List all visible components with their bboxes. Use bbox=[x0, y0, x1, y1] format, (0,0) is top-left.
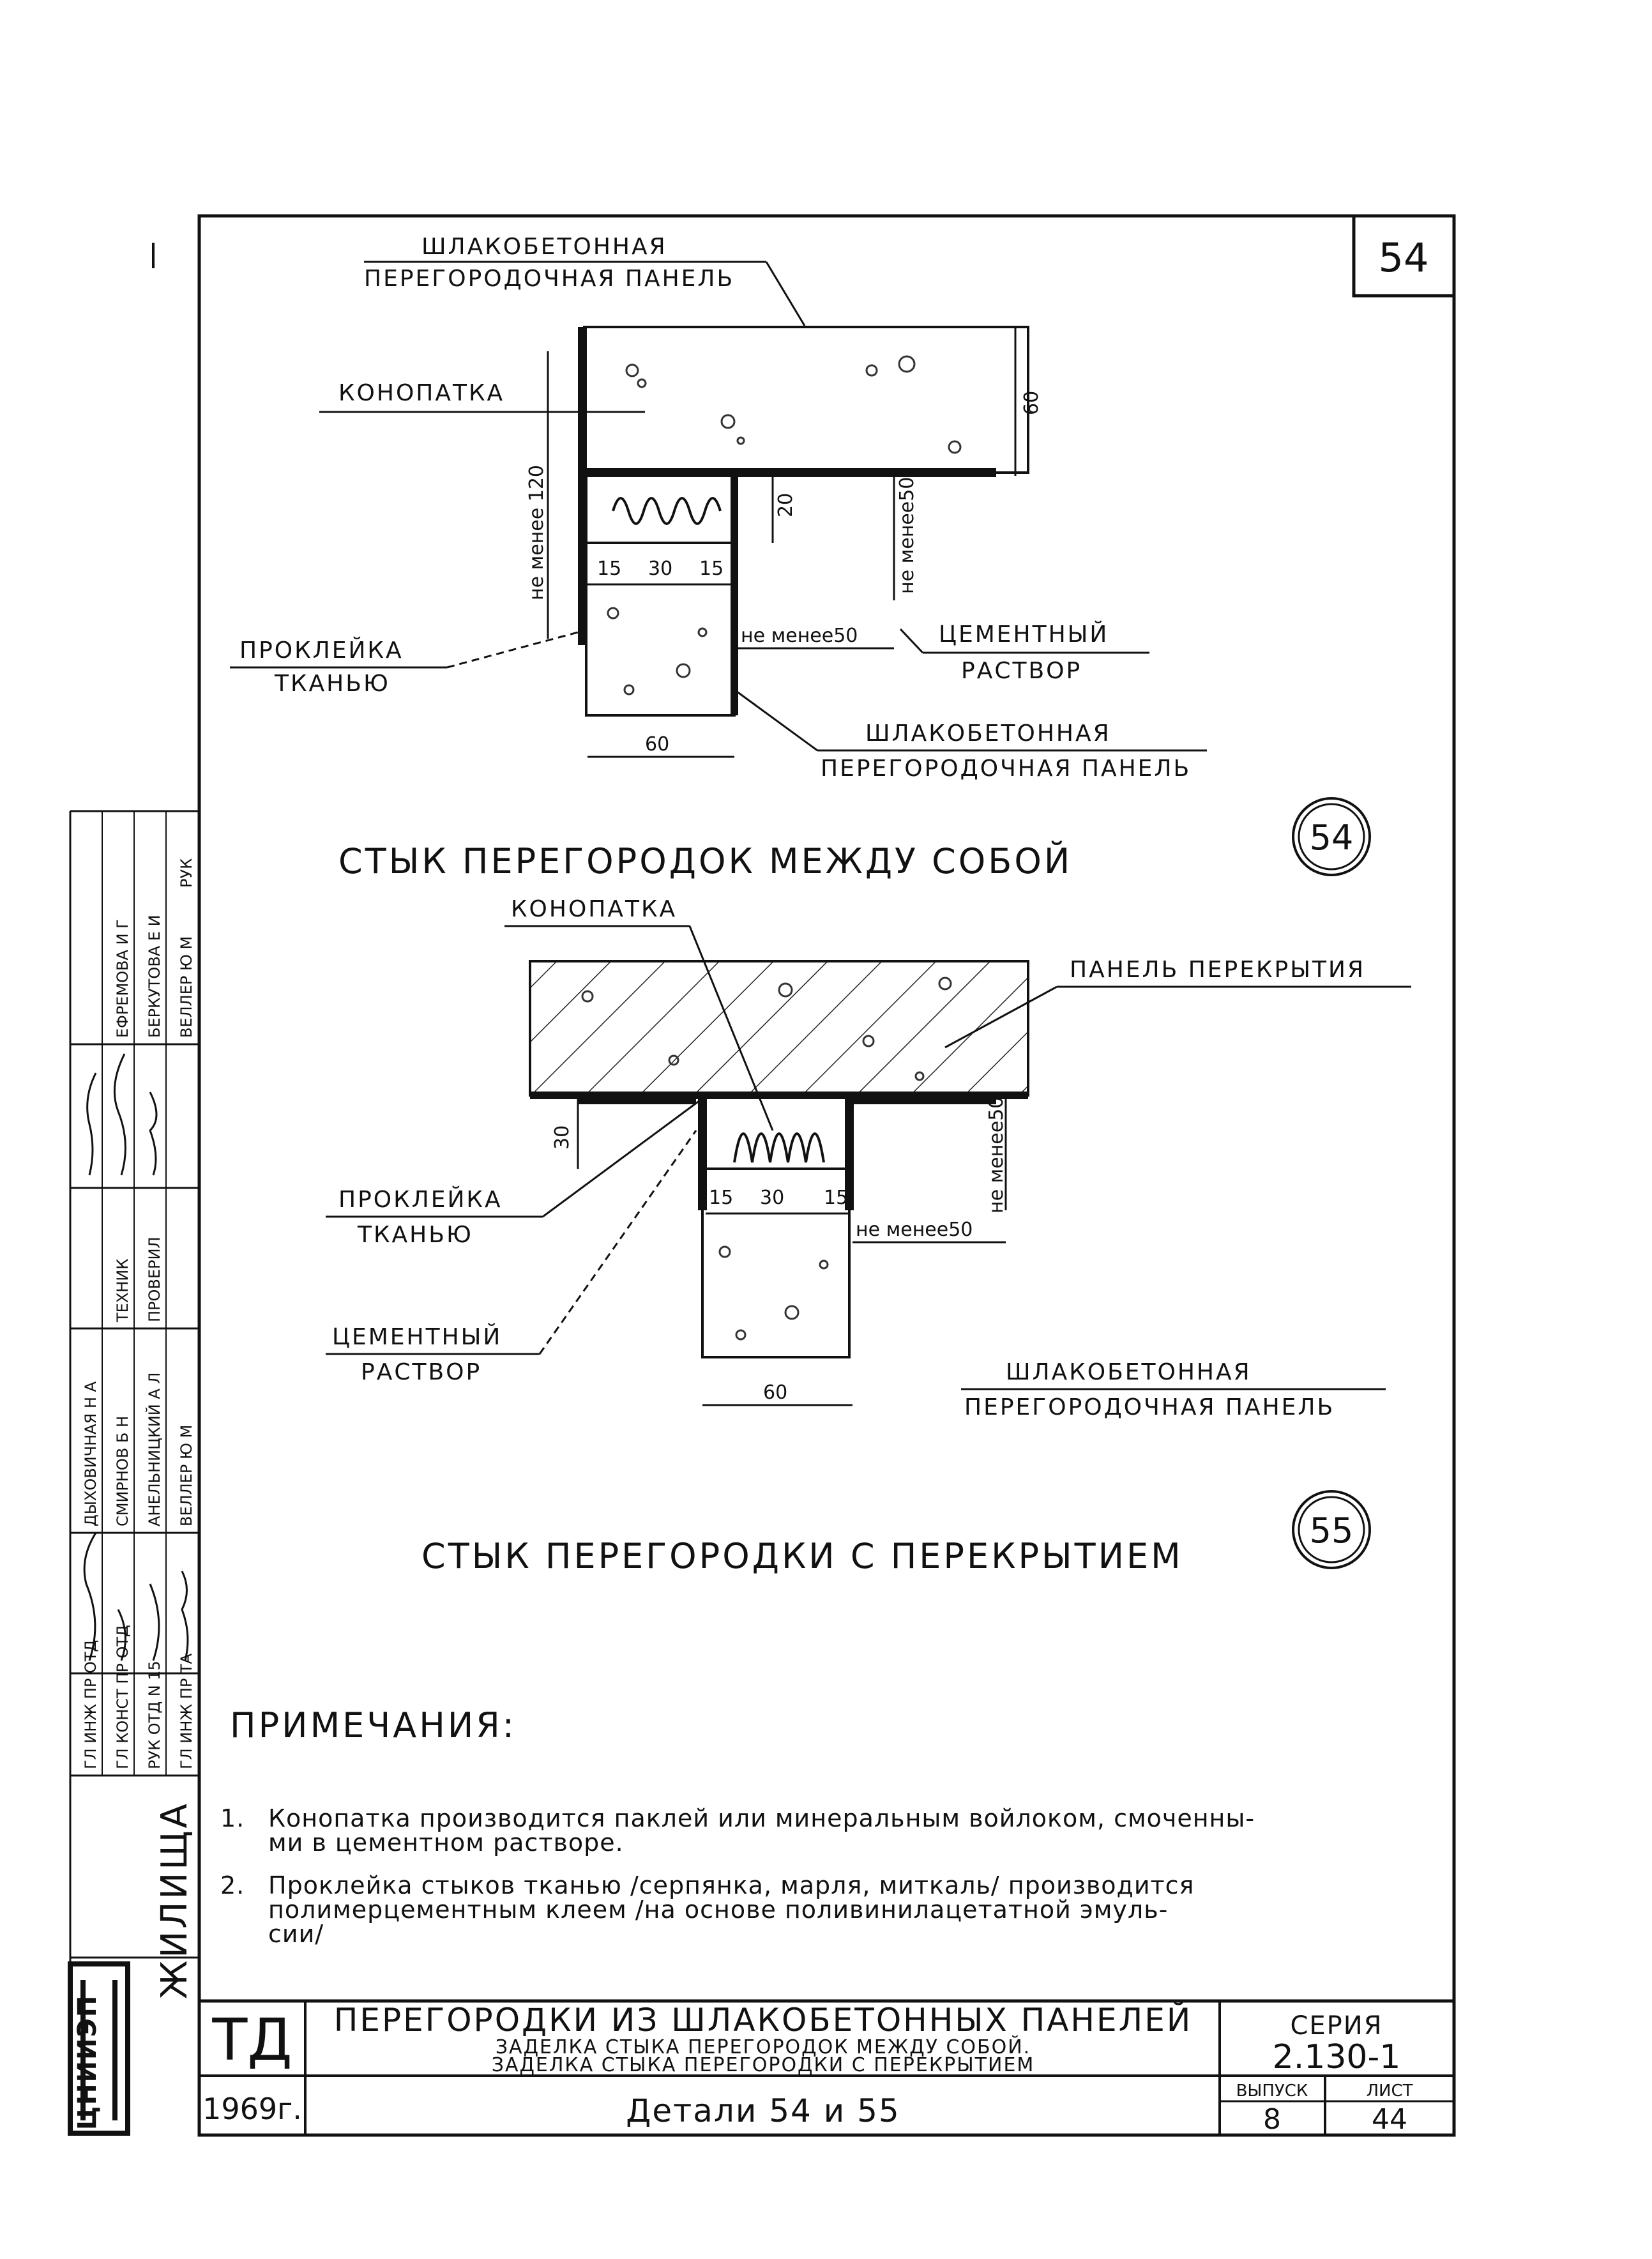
dim-60-55: 60 bbox=[763, 1381, 788, 1404]
name2-3: ВЕЛЛЕР Ю М bbox=[178, 936, 195, 1038]
note-2-line1: Проклейка стыков тканью /серпянка, марля, миткаль/ производится bbox=[268, 1871, 1195, 1899]
caption-55: СТЫК ПЕРЕГОРОДКИ С ПЕРЕКРЫТИЕМ bbox=[421, 1536, 1183, 1576]
label-mortar-line2: РАСТВОР bbox=[961, 658, 1082, 684]
notes bbox=[220, 1705, 1255, 1948]
sheet-value: 44 bbox=[1372, 2103, 1407, 2136]
issue-value: 8 bbox=[1263, 2103, 1281, 2136]
dim-15b-55: 15 bbox=[824, 1187, 849, 1209]
side-stamp bbox=[70, 747, 199, 2135]
role-4: ГЛ ИНЖ ПР ТА bbox=[178, 1653, 195, 1769]
title-sub2: ЗАДЕЛКА СТЫКА ПЕРЕГОРОДКИ С ПЕРЕКРЫТИЕМ bbox=[491, 2054, 1035, 2076]
dim-60-bottom: 60 bbox=[645, 733, 670, 756]
signatures bbox=[84, 1054, 188, 1661]
role2-1: ТЕХНИК bbox=[114, 1258, 132, 1322]
label-mortar-55-line1: ЦЕМЕНТНЫЙ bbox=[332, 1324, 503, 1350]
top-panel bbox=[584, 327, 1028, 473]
note-2-line3: сии/ bbox=[268, 1920, 324, 1948]
label-bottom-line2: ПЕРЕГОРОДОЧНАЯ ПАНЕЛЬ bbox=[821, 756, 1192, 782]
label-caulk: КОНОПАТКА bbox=[338, 380, 505, 406]
sheet-label: ЛИСТ bbox=[1366, 2081, 1413, 2101]
caulk-coil-55 bbox=[734, 1134, 824, 1162]
name-3: АНЕЛЬНИЦКИЙ А Л bbox=[146, 1372, 163, 1526]
year: 1969г. bbox=[202, 2092, 302, 2126]
label-fabric-55-line2: ТКАНЬЮ bbox=[358, 1222, 473, 1248]
label-top-line1: ШЛАКОБЕТОННАЯ bbox=[421, 234, 667, 260]
label-mortar-55-line2: РАСТВОР bbox=[361, 1359, 482, 1385]
bottom-panel bbox=[586, 473, 734, 715]
dim-60-right: 60 bbox=[1020, 390, 1043, 415]
org-short: ТД bbox=[212, 2007, 292, 2074]
details-label: Детали 54 и 55 bbox=[626, 2092, 900, 2129]
name-2: СМИРНОВ Б Н bbox=[114, 1415, 132, 1526]
role-1: ГЛ ИНЖ ПР ОТД bbox=[82, 1639, 100, 1769]
sheet-number: 54 bbox=[1378, 234, 1429, 281]
partition-panel bbox=[702, 1095, 849, 1357]
role-3: РУК ОТД N 15 bbox=[146, 1661, 163, 1769]
issue-label: ВЫПУСК bbox=[1236, 2081, 1308, 2101]
label-fabric-line1: ПРОКЛЕЙКА bbox=[239, 637, 404, 664]
caulk-coil bbox=[613, 498, 720, 524]
label-mortar-line1: ЦЕМЕНТНЫЙ bbox=[939, 621, 1109, 648]
detail-55 bbox=[326, 896, 1411, 1576]
label-fabric-line2: ТКАНЬЮ bbox=[275, 671, 390, 697]
label-panel-55-line1: ШЛАКОБЕТОННАЯ bbox=[1006, 1359, 1252, 1385]
title-main: ПЕРЕГОРОДКИ ИЗ ШЛАКОБЕТОННЫХ ПАНЕЛЕЙ bbox=[333, 2002, 1193, 2039]
title-block bbox=[199, 2001, 1454, 2136]
name-1: ДЫХОВИЧНАЯ Н А bbox=[82, 1381, 100, 1526]
note-2-num: 2. bbox=[220, 1871, 245, 1899]
series-label: СЕРИЯ bbox=[1290, 2011, 1383, 2041]
note-2-line2: полимерцементным клеем /на основе поливинилацетатной эмуль- bbox=[268, 1896, 1169, 1924]
label-fabric-55-line1: ПРОКЛЕЙКА bbox=[338, 1187, 503, 1213]
role2-2: ПРОВЕРИЛ bbox=[146, 1236, 163, 1322]
series-value: 2.130-1 bbox=[1272, 2038, 1401, 2076]
role-2: ГЛ КОНСТ ПР ОТД bbox=[114, 1625, 132, 1769]
dim-15a: 15 bbox=[597, 558, 622, 580]
detail-54 bbox=[230, 234, 1370, 881]
badge-55-text: 55 bbox=[1309, 1510, 1354, 1551]
note-1-num: 1. bbox=[220, 1804, 245, 1832]
label-bottom-line1: ШЛАКОБЕТОННАЯ bbox=[865, 720, 1111, 747]
slab-panel bbox=[530, 961, 1028, 1095]
name-4: ВЕЛЛЕР Ю М bbox=[178, 1424, 195, 1526]
label-slab: ПАНЕЛЬ ПЕРЕКРЫТИЯ bbox=[1070, 957, 1365, 983]
note-1-line2: ми в цементном растворе. bbox=[268, 1829, 624, 1857]
dim-min50-h-55: не менее50 bbox=[856, 1219, 973, 1241]
dim-20: 20 bbox=[775, 492, 797, 517]
notes-heading: ПРИМЕЧАНИЯ: bbox=[230, 1705, 517, 1746]
dim-30-55: 30 bbox=[760, 1187, 785, 1209]
dim-15b: 15 bbox=[699, 558, 724, 580]
badge-54-text: 54 bbox=[1309, 818, 1354, 858]
dim-min50-v: не менее50 bbox=[896, 476, 918, 594]
caption-54: СТЫК ПЕРЕГОРОДОК МЕЖДУ СОБОЙ bbox=[338, 841, 1073, 881]
dim-min120: не менее 120 bbox=[526, 464, 548, 600]
role3-1: РУК bbox=[178, 858, 195, 888]
institute-logo: ЦНИИЭП bbox=[73, 1994, 102, 2130]
label-caulk-55: КОНОПАТКА bbox=[511, 896, 678, 922]
dim-15a-55: 15 bbox=[709, 1187, 734, 1209]
note-1-line1: Конопатка производится паклей или минеральным войлоком, смоченны- bbox=[268, 1804, 1255, 1832]
dim-30-v: 30 bbox=[551, 1125, 573, 1150]
institute-name: ЖИЛИЩА bbox=[154, 1801, 195, 1999]
name2-1: ЕФРЕМОВА И Г bbox=[114, 919, 132, 1038]
dim-min50-v-55: не менее50 bbox=[985, 1096, 1008, 1213]
name2-2: БЕРКУТОВА Е И bbox=[146, 915, 163, 1038]
label-top-line2: ПЕРЕГОРОДОЧНАЯ ПАНЕЛЬ bbox=[364, 266, 735, 292]
dim-30: 30 bbox=[648, 558, 673, 580]
title-sub1: ЗАДЕЛКА СТЫКА ПЕРЕГОРОДОК МЕЖДУ СОБОЙ. bbox=[495, 2036, 1031, 2058]
label-panel-55-line2: ПЕРЕГОРОДОЧНАЯ ПАНЕЛЬ bbox=[964, 1394, 1335, 1420]
dim-min50-h: не менее50 bbox=[741, 625, 858, 647]
